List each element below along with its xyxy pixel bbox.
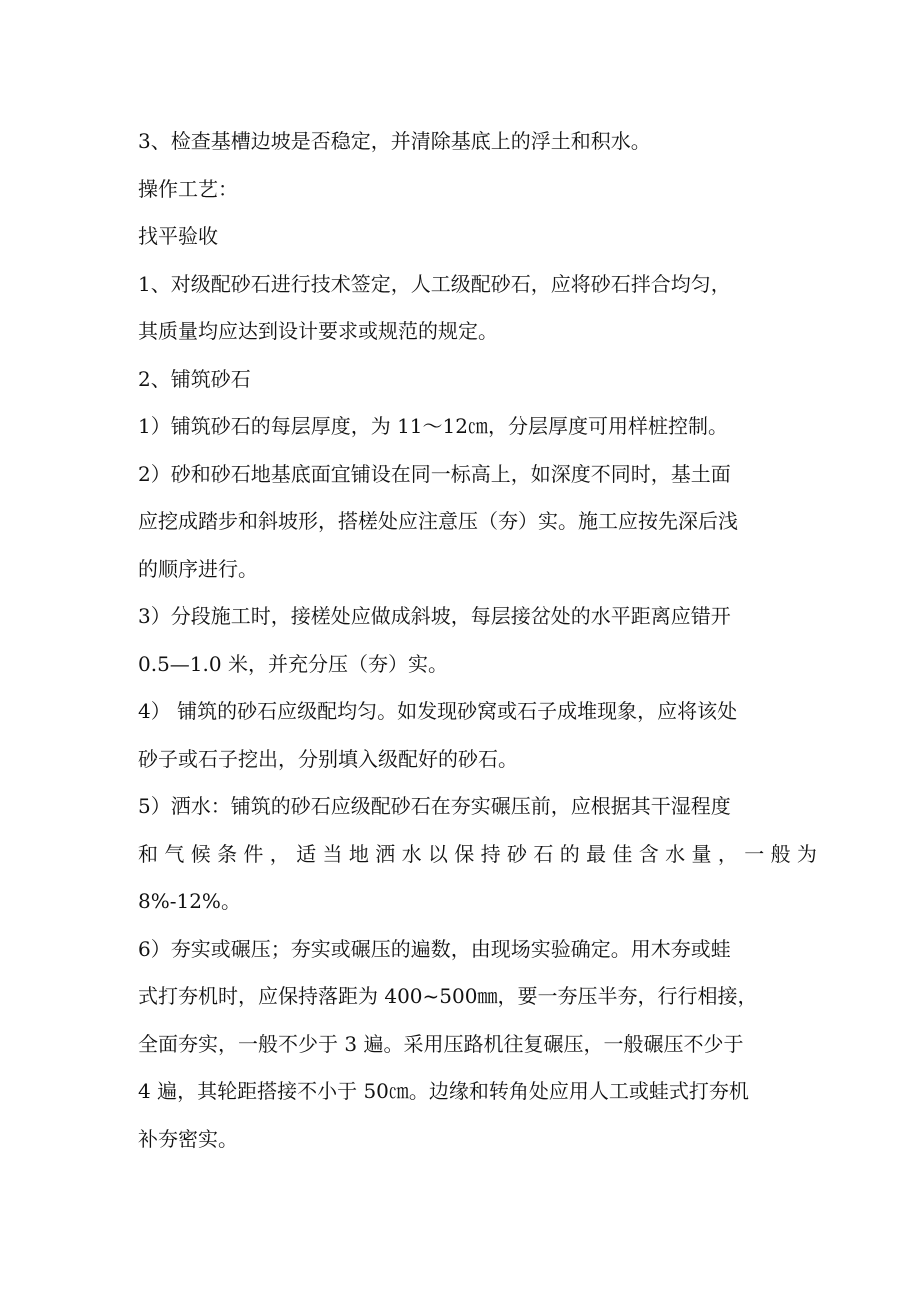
text-line: 式打夯机时，应保持落距为 400~500㎜，要一夯压半夯，行行相接， bbox=[138, 984, 758, 1008]
text-line: 全面夯实，一般不少于 3 遍。采用压路机往复碾压，一般碾压不少于 bbox=[138, 1031, 744, 1056]
text-line: 操作工艺： bbox=[138, 176, 238, 201]
document-body bbox=[138, 118, 817, 1163]
text-line: 补夯密实。 bbox=[138, 1126, 238, 1151]
text-line: 5）洒水：铺筑的砂石应级配砂石在夯实碾压前，应根据其干湿程度 bbox=[138, 794, 731, 818]
text-line: 8%-12%。 bbox=[138, 889, 241, 913]
text-line: 和 气 候 条 件 ， 适 当 地 洒 水 以 保 持 砂 石 的 最 佳 含 水 量 ， 一 般 为 bbox=[138, 841, 817, 866]
text-line: 的顺序进行。 bbox=[138, 556, 258, 581]
text-line: 0.5—1.0 米，并充分压（夯）实。 bbox=[138, 651, 448, 676]
text-line: 2、铺筑砂石 bbox=[138, 366, 251, 391]
text-line: 3、检查基槽边坡是否稳定，并清除基底上的浮土和积水。 bbox=[138, 129, 651, 153]
text-line: 其质量均应达到设计要求或规范的规定。 bbox=[138, 319, 498, 343]
text-line: 应挖成踏步和斜坡形，搭槎处应注意压（夯）实。施工应按先深后浅 bbox=[138, 509, 738, 533]
text-line: 6）夯实或碾压；夯实或碾压的遍数，由现场实验确定。用木夯或蛙 bbox=[138, 936, 731, 961]
text-line: 1、对级配砂石进行技术签定，人工级配砂石，应将砂石拌合均匀， bbox=[138, 271, 731, 296]
text-line: 砂子或石子挖出，分别填入级配好的砂石。 bbox=[138, 746, 518, 771]
text-line: 1）铺筑砂石的每层厚度，为 11～12㎝，分层厚度可用样桩控制。 bbox=[138, 414, 728, 438]
text-line: 4） 铺筑的砂石应级配均匀。如发现砂窝或石子成堆现象，应将该处 bbox=[138, 699, 738, 723]
text-line: 找平验收 bbox=[138, 224, 218, 248]
text-line: 4 遍，其轮距搭接不小于 50㎝。边缘和转角处应用人工或蛙式打夯机 bbox=[138, 1079, 749, 1103]
text-line: 3）分段施工时，接槎处应做成斜坡，每层接岔处的水平距离应错开 bbox=[138, 604, 731, 628]
text-line: 2）砂和砂石地基底面宜铺设在同一标高上，如深度不同时，基土面 bbox=[138, 461, 731, 486]
